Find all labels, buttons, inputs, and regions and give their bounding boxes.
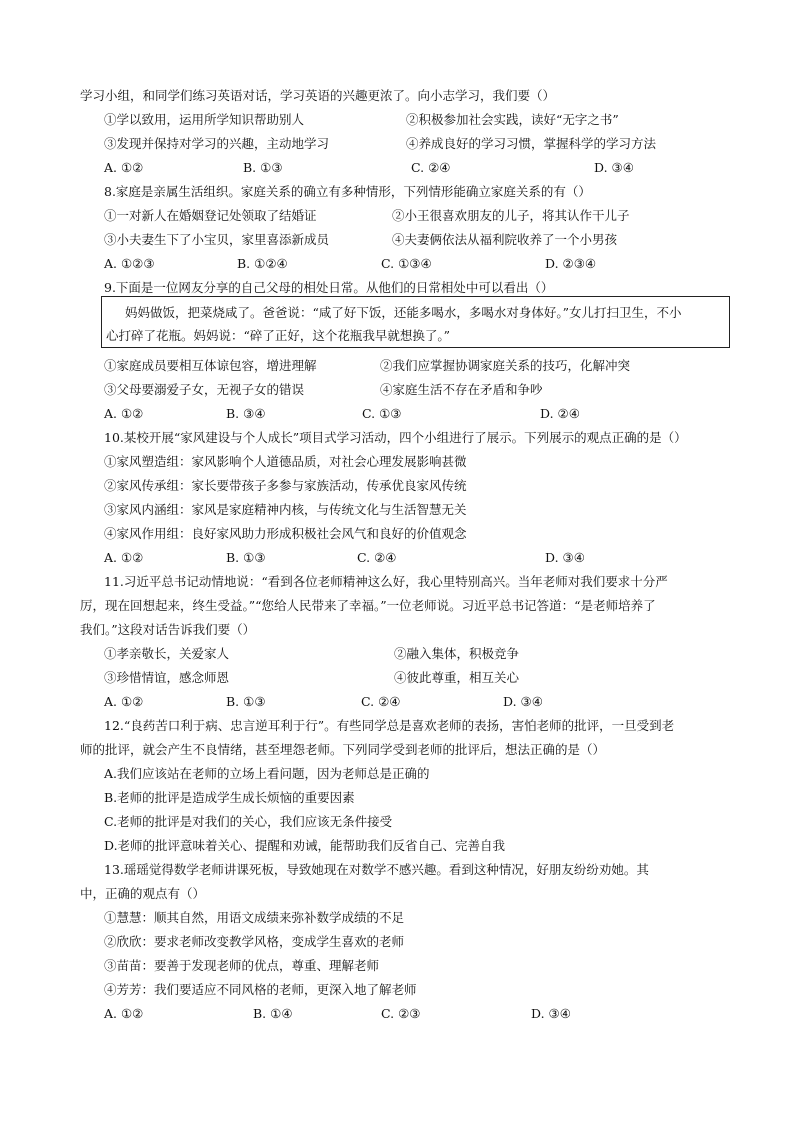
q10-item-3: ③家风内涵组：家风是家庭精神内核，与传统文化与生活智慧无关 [104, 502, 467, 517]
q7-item-4: ④养成良好的学习习惯，掌握科学的学习方法 [406, 136, 657, 151]
q11-item-4: ④彼此尊重，相互关心 [394, 670, 520, 685]
q9-item-3: ③父母要溺爱子女，无视子女的错误 [104, 382, 305, 397]
q8-choice-c[interactable]: C. ①③④ [381, 256, 432, 271]
q9-item-1: ①家庭成员要相互体谅包容，增进理解 [104, 358, 317, 373]
q11-choice-b[interactable]: B. ①③ [226, 694, 266, 709]
q9-material-box [101, 296, 730, 348]
q9-choice-b[interactable]: B. ③④ [226, 406, 266, 421]
q8-choice-a[interactable]: A. ①②③ [104, 256, 155, 271]
q7-item-1: ①学以致用，运用所学知识帮助别人 [104, 112, 305, 127]
q11-stem-line-1: 11.习近平总书记动情地说：“看到各位老师精神这么好，我心里特别高兴。当年老师对我们要求十分严 [104, 574, 668, 589]
q13-choice-a[interactable]: A. ①② [104, 1006, 144, 1021]
q7-choice-b[interactable]: B. ①③ [243, 160, 283, 175]
q10-item-1: ①家风塑造组：家风影响个人道德品质，对社会心理发展影响甚微 [104, 454, 467, 469]
q10-choice-c[interactable]: C. ②④ [357, 550, 397, 565]
q11-choice-a[interactable]: A. ①② [104, 694, 144, 709]
q9-choice-d[interactable]: D. ②④ [540, 406, 580, 421]
q9-choice-c[interactable]: C. ①③ [362, 406, 402, 421]
q8-choice-d[interactable]: D. ②③④ [545, 256, 597, 271]
q10-choice-d[interactable]: D. ③④ [545, 550, 585, 565]
q13-item-3: ③苗苗：要善于发现老师的优点，尊重、理解老师 [104, 958, 380, 973]
q13-choice-c[interactable]: C. ②③ [381, 1006, 421, 1021]
q12-stem-line-2: 师的批评，就会产生不良情绪，甚至埋怨老师。下列同学受到老师的批评后，想法正确的是（） [80, 742, 606, 757]
q8-item-2: ②小王很喜欢朋友的儿子，将其认作干儿子 [392, 208, 630, 223]
q8-item-1: ①一对新人在婚姻登记处领取了结婚证 [104, 208, 317, 223]
q11-item-2: ②融入集体，积极竞争 [394, 646, 520, 661]
q7-choice-c[interactable]: C. ②④ [411, 160, 451, 175]
q12-option-d[interactable]: D.老师的批评意味着关心、提醒和劝诫，能帮助我们反省自己、完善自我 [104, 838, 506, 853]
q9-material-line-2: 心打碎了花瓶。妈妈说：“碎了正好，这个花瓶我早就想换了。” [106, 328, 451, 343]
q12-option-b[interactable]: B.老师的批评是造成学生成长烦恼的重要因素 [104, 790, 355, 805]
q11-item-1: ①孝亲敬长，关爱家人 [104, 646, 230, 661]
q7-stem: 学习小组，和同学们练习英语对话，学习英语的兴趣更浓了。向小志学习，我们要（） [80, 88, 556, 103]
q11-stem-line-2: 厉，现在回想起来，终生受益。”“您给人民带来了幸福。”一位老师说。习近平总书记答道：“是老师培养了 [80, 598, 656, 613]
q12-option-a[interactable]: A.我们应该站在老师的立场上看问题，因为老师总是正确的 [104, 766, 430, 781]
q9-item-2: ②我们应掌握协调家庭关系的技巧，化解冲突 [380, 358, 631, 373]
q9-stem: 9.下面是一位网友分享的自己父母的相处日常。从他们的日常相处中可以看出（） [104, 280, 554, 295]
q10-item-4: ④家风作用组：良好家风助力形成积极社会风气和良好的价值观念 [104, 526, 467, 541]
q8-choice-b[interactable]: B. ①②④ [237, 256, 288, 271]
q8-stem: 8.家庭是亲属生活组织。家庭关系的确立有多种情形，下列情形能确立家庭关系的有（） [104, 184, 591, 199]
q7-item-2: ②积极参加社会实践，读好“无字之书” [406, 112, 619, 127]
q11-stem-line-3: 我们。”这段对话告诉我们要（） [80, 622, 256, 637]
q11-item-3: ③珍惜情谊，感念师恩 [104, 670, 230, 685]
q8-item-3: ③小夫妻生下了小宝贝，家里喜添新成员 [104, 232, 330, 247]
q12-option-c[interactable]: C.老师的批评是对我们的关心，我们应该无条件接受 [104, 814, 393, 829]
q13-choice-d[interactable]: D. ③④ [531, 1006, 571, 1021]
q8-item-4: ④夫妻俩依法从福利院收养了一个小男孩 [392, 232, 618, 247]
q10-item-2: ②家风传承组：家长要带孩子多参与家族活动，传承优良家风传统 [104, 478, 467, 493]
q7-choice-a[interactable]: A. ①② [104, 160, 144, 175]
q11-choice-c[interactable]: C. ②④ [361, 694, 401, 709]
q10-choice-b[interactable]: B. ①③ [226, 550, 266, 565]
q9-item-4: ④家庭生活不存在矛盾和争吵 [380, 382, 543, 397]
q13-item-2: ②欣欣：要求老师改变教学风格，变成学生喜欢的老师 [104, 934, 405, 949]
q7-item-3: ③发现并保持对学习的兴趣，主动地学习 [104, 136, 330, 151]
q12-stem-line-1: 12.“良药苦口利于病、忠言逆耳利于行”。有些同学总是喜欢老师的表扬，害怕老师的批评，一旦受到老 [104, 718, 675, 733]
q13-stem-line-2: 中，正确的观点有（） [80, 886, 206, 901]
q7-choice-d[interactable]: D. ③④ [594, 160, 634, 175]
q13-item-4: ④芳芳：我们要适应不同风格的老师，更深入地了解老师 [104, 982, 417, 997]
q10-stem: 10.某校开展“家风建设与个人成长”项目式学习活动，四个小组进行了展示。下列展示的观点正确的是（） [104, 430, 687, 445]
q13-choice-b[interactable]: B. ①④ [253, 1006, 293, 1021]
q13-item-1: ①慧慧：顺其自然，用语文成绩来弥补数学成绩的不足 [104, 910, 405, 925]
q13-stem-line-1: 13.瑶瑶觉得数学老师讲课死板，导致她现在对数学不感兴趣。看到这种情况，好朋友纷纷劝她。其 [104, 862, 649, 877]
q9-material-line-1: 妈妈做饭，把菜烧咸了。爸爸说：“咸了好下饭，还能多喝水，多喝水对身体好。”女儿打扫卫生，不小 [125, 305, 682, 320]
q9-choice-a[interactable]: A. ①② [104, 406, 144, 421]
q10-choice-a[interactable]: A. ①② [104, 550, 144, 565]
q11-choice-d[interactable]: D. ③④ [503, 694, 543, 709]
